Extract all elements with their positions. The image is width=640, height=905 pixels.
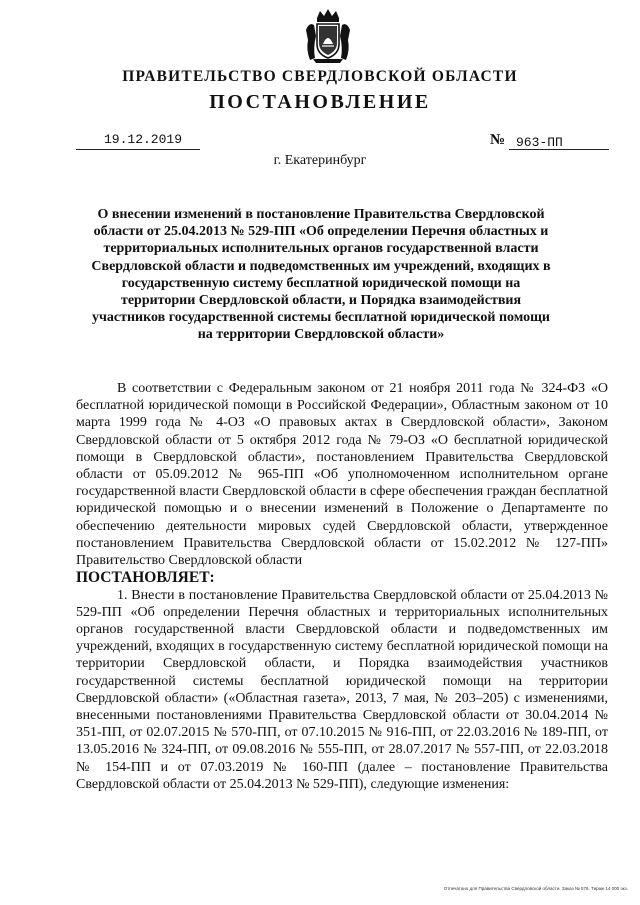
- document-number: 963-ПП: [516, 135, 563, 150]
- preamble-paragraph: В соответствии с Федеральным законом от 21 ноября 2011 года № 324-ФЗ «О бесплатной юридической помощи в Российской Федерации», Областным законом от 10 марта 1999 года № 4-ОЗ «О правовых актах в Свердловской области», Законом Свердловской области от 5 октября 2012 года № 79-ОЗ «О бесплатной юридической помощи в Свердловской области», постановлением Правительства Свердловской области от 05.09.2012 № 965-ПП «Об уполномоченном исполнительном органе государственной власти Свердловской области в сфере обеспечения граждан бесплатной юридической помощью и о внесении изменений в Положение о Департаменте по обеспечению деятельности мировых судей Свердловской области, утвержденное постановлением Правительства Свердловской области от 15.02.2012 № 127-ПП» Правительство Свердловской области: [76, 381, 608, 569]
- government-title: ПРАВИТЕЛЬСТВО СВЕРДЛОВСКОЙ ОБЛАСТИ: [122, 68, 518, 85]
- number-sign: №: [490, 132, 506, 148]
- document-date: 19.12.2019: [104, 132, 183, 147]
- coat-of-arms-icon: [303, 8, 353, 64]
- document-heading: О внесении изменений в постановление Правительства Свердловской области от 25.04.2013 № 529-ПП «Об определении Перечня областных и территориальных исполнительных органов государственной власти Свердловской области и подведомственных им учреждений, входящих в государственную систему бесплатной юридической помощи на территории Свердловской области, и Порядка взаимодействия участников государственной системы бесплатной юридической помощи на территории Свердловской области»: [91, 207, 551, 343]
- print-footnote: Отпечатано для Правительства Свердловской области. Заказ № 576. Тираж 14 000 экз.: [443, 886, 628, 891]
- document-body: [76, 380, 608, 793]
- city: г. Екатеринбург: [273, 153, 367, 168]
- item-1-paragraph: 1. Внести в постановление Правительства Свердловской области от 25.04.2013 № 529-ПП «Об определении Перечня областных и территориальных исполнительных органов государственной власти Свердловской области и подведомственных им учреждений, входящих в государственную систему бесплатной юридической помощи на территории Свердловской области, и Порядка взаимодействия участников государственной системы бесплатной юридической помощи на территории Свердловской области» («Областная газета», 2013, 7 мая, № 203–205) с изменениями, внесенными постановлениями Правительства Свердловской области от 30.04.2014 № 351-ПП, от 02.07.2015 № 570-ПП, от 07.10.2015 № 916-ПП, от 22.03.2016 № 189-ПП, от 13.05.2016 № 324-ПП, от 09.08.2016 № 555-ПП, от 28.07.2017 № 557-ПП, от 22.03.2018 № 154-ПП и от 07.03.2019 № 160-ПП (далее – постановление Правительства Свердловской области от 25.04.2013 № 529-ПП), следующие изменения:: [76, 587, 608, 792]
- decree-word: ПОСТАНОВЛЯЕТ:: [76, 569, 215, 587]
- document-type: ПОСТАНОВЛЕНИЕ: [209, 91, 431, 113]
